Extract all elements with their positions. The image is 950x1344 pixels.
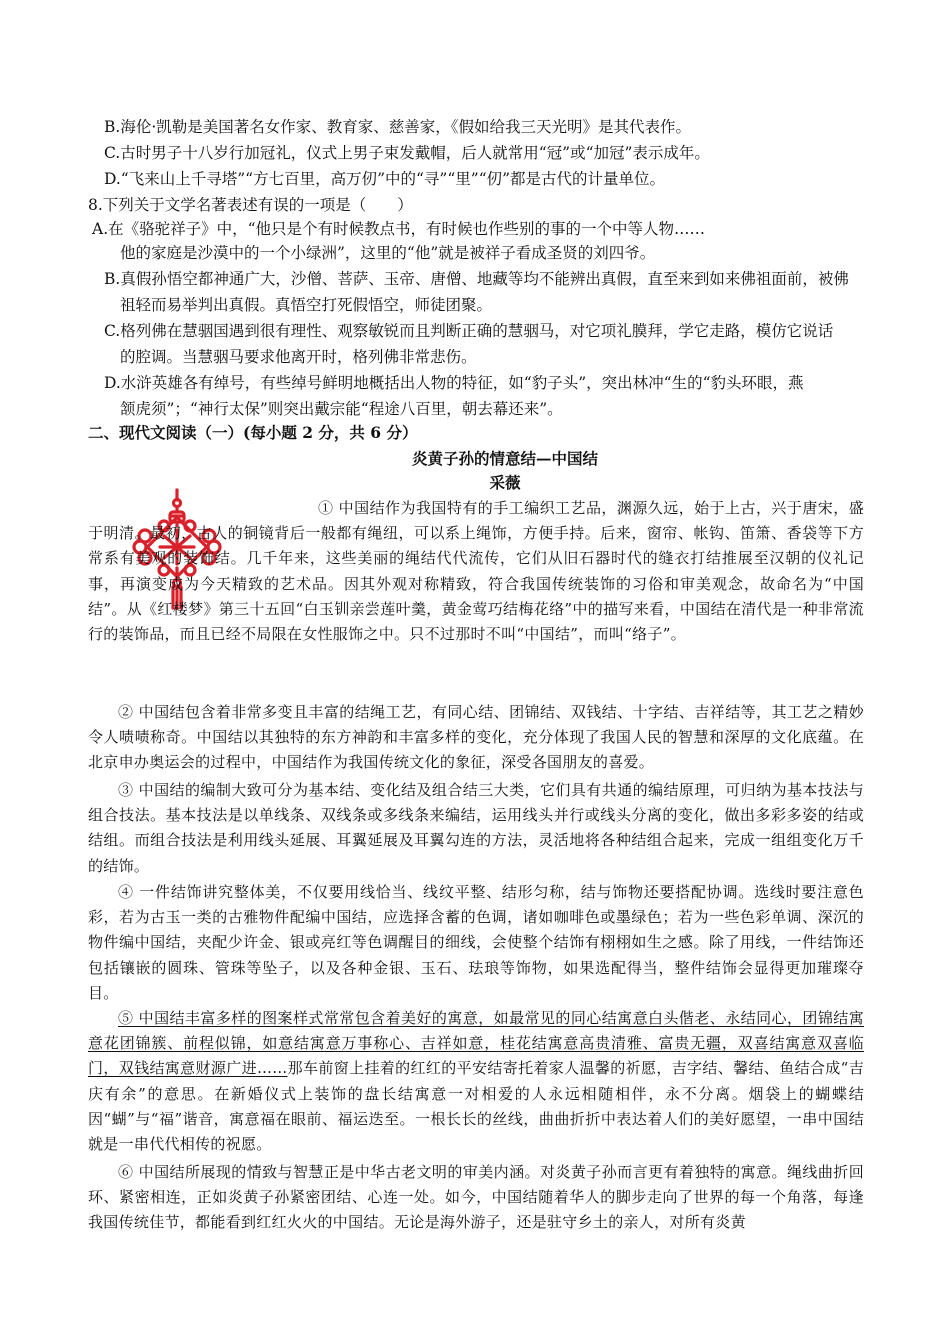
article-paragraph-4: [88, 880, 864, 1006]
article-author: 采薇: [489, 473, 521, 492]
q8-option-a-line1: A.在《骆驼祥子》中，“他只是个有时候教点书，有时候也作些别的事的一个中等人物……: [92, 220, 706, 238]
q8-option-b-line2: 祖轻而易举判出真假。真悟空打死假悟空，师徒团聚。: [120, 296, 493, 314]
q8-option-b-line1: B.真假孙悟空都神通广大，沙僧、菩萨、玉帝、唐僧、地藏等均不能辨出真假，直至来到如来佛祖面前，被佛: [104, 270, 849, 288]
article-paragraph-6: [88, 1160, 864, 1236]
section-heading: 二、现代文阅读（一）(每小题 2 分，共 6 分）: [88, 423, 418, 442]
q7-option-c: C.古时男子十八岁行加冠礼，仪式上男子束发戴帽，后人就常用“冠”或“加冠”表示成年。: [104, 144, 710, 162]
q8-option-d-line2: 颔虎须”；“神行太保”则突出戴宗能“程途八百里，朝去幕还来”。: [120, 400, 563, 418]
q8-option-a-line2: 他的家庭是沙漠中的一个小绿洲”，这里的“他”就是被祥子看成圣贤的刘四爷。: [120, 244, 656, 262]
article-paragraph-5-rest: 那车前窗上挂着的红红的平安结寄托着家人温馨的祈愿，吉字结、馨结、鱼结合成“吉庆有余”的意思。在新婚仪式上装饰的盘长结寓意一对相爱的人永远相随相伴，永不分离。烟袋上的蝴蝶结因“蝴”与“福”谐音，寓意福在眼前、福运迭至。一根长长的丝线，曲曲折折中表达着人们的美好愿望，一串中国结就是一串代代相传的祝愿。: [88, 1059, 864, 1154]
q8-option-c-line1: C.格列佛在慧骃国遇到很有理性、观察敏锐而且判断正确的慧骃马，对它项礼膜拜，学它走路，模仿它说话: [104, 322, 834, 340]
q7-option-d: D.“飞来山上千寻塔”“方七百里，高万仞”中的“寻”“里”“仞”都是古代的计量单位。: [104, 170, 666, 188]
article-paragraph-5-underlined: ⑤ 中国结丰富多样的图案样式常常包含着美好的寓意，如最常见的同心结寓意白头偕老、永结同心，团锦结寓意花团锦簇、前程似锦，如意结寓意万事称心、吉祥如意，桂花结寓意高贵清雅、富贵无疆，双喜结寓意双喜临门，双钱结寓意财源广进……: [88, 1009, 864, 1078]
article-paragraph-3: [88, 778, 864, 879]
q8-stem: 8.下列关于文学名著表述有误的一项是（ ）: [88, 196, 413, 214]
article-paragraph-4-text: ④ 一件结饰讲究整体美，不仅要用线恰当、线纹平整、结形匀称，结与饰物还要搭配协调。选线时要注意色彩，若为古玉一类的古雅物件配编中国结，应选择含蓄的色调，诸如咖啡色或墨绿色；若为一些色彩单调、深沉的物件编中国结，夹配少许金、银或亮红等色调醒目的细线，会使整个结饰有栩栩如生之感。除了用线，一件结饰还包括镶嵌的圆珠、管珠等坠子，以及各种金银、玉石、珐琅等饰物，如果选配得当，整件结饰会显得更加璀璨夺目。: [88, 883, 864, 1002]
article-paragraph-3-text: ③ 中国结的编制大致可分为基本结、变化结及组合结三大类，它们具有共通的编结原理，可归纳为基本技法与组合技法。基本技法是以单线条、双线条或多线条来编结，运用线头并行或线头分离的变化，做出多彩多姿的结或结组。而组合技法是利用线头延展、耳翼延展及耳翼勾连的方法，灵活地将各种结组合起来，完成一组组变化万千的结饰。: [88, 781, 864, 875]
article-paragraph-1: [88, 496, 864, 647]
article-paragraph-2: [88, 700, 864, 776]
article-paragraph-5: [88, 1006, 864, 1157]
q8-option-d-line1: D.水浒英雄各有绰号，有些绰号鲜明地概括出人物的特征，如“豹子头”，突出林冲“生的“豹头环眼，燕: [104, 374, 804, 392]
q8-option-c-line2: 的腔调。当慧骃马要求他离开时，格列佛非常悲伤。: [120, 348, 477, 366]
article-paragraph-1-text: ① 中国结作为我国特有的手工编织工艺品，渊源久远，始于上古，兴于唐宋，盛于明清。最初，古人的铜镜背后一般都有绳纽，可以系上绳饰，方便手持。后来，窗帘、帐钩、笛箫、香袋等下方常系有美观的装饰结。几千年来，这些美丽的绳结代代流传，它们从旧石器时代的缝衣打结推展至汉朝的仪礼记事，再演变成为今天精致的艺术品。因其外观对称精致，符合我国传统装饰的习俗和审美观念，故命名为“中国结”。从《红楼梦》第三十五回“白玉钏亲尝莲叶羹，黄金莺巧结梅花络”中的描写来看，中国结在清代是一种非常流行的装饰品，而且已经不局限在女性服饰之中。只不过那时不叫“中国结”，而叫“络子”。: [88, 499, 864, 644]
article-title: 炎黄子孙的情意结—中国结: [411, 449, 598, 468]
article-paragraph-6-text: ⑥ 中国结所展现的情致与智慧正是中华古老文明的审美内涵。对炎黄子孙而言更有着独特的寓意。绳线曲折回环、紧密相连，正如炎黄子孙紧密团结、心连一处。如今，中国结随着华人的脚步走向了世界的每一个角落，每逢我国传统佳节，都能看到红红火火的中国结。无论是海外游子，还是驻守乡土的亲人，对所有炎黄: [88, 1163, 864, 1232]
q7-option-b: B.海伦·凯勒是美国著名女作家、教育家、慈善家，《假如给我三天光明》是其代表作。: [104, 118, 691, 136]
article-paragraph-2-text: ② 中国结包含着非常多变且丰富的结绳工艺，有同心结、团锦结、双钱结、十字结、吉祥结等，其工艺之精妙令人啧啧称奇。中国结以其独特的东方神韵和丰富多样的变化，充分体现了我国人民的智慧和深厚的文化底蕴。在北京申办奥运会的过程中，中国结作为我国传统文化的象征，深受各国朋友的喜爱。: [88, 703, 864, 772]
